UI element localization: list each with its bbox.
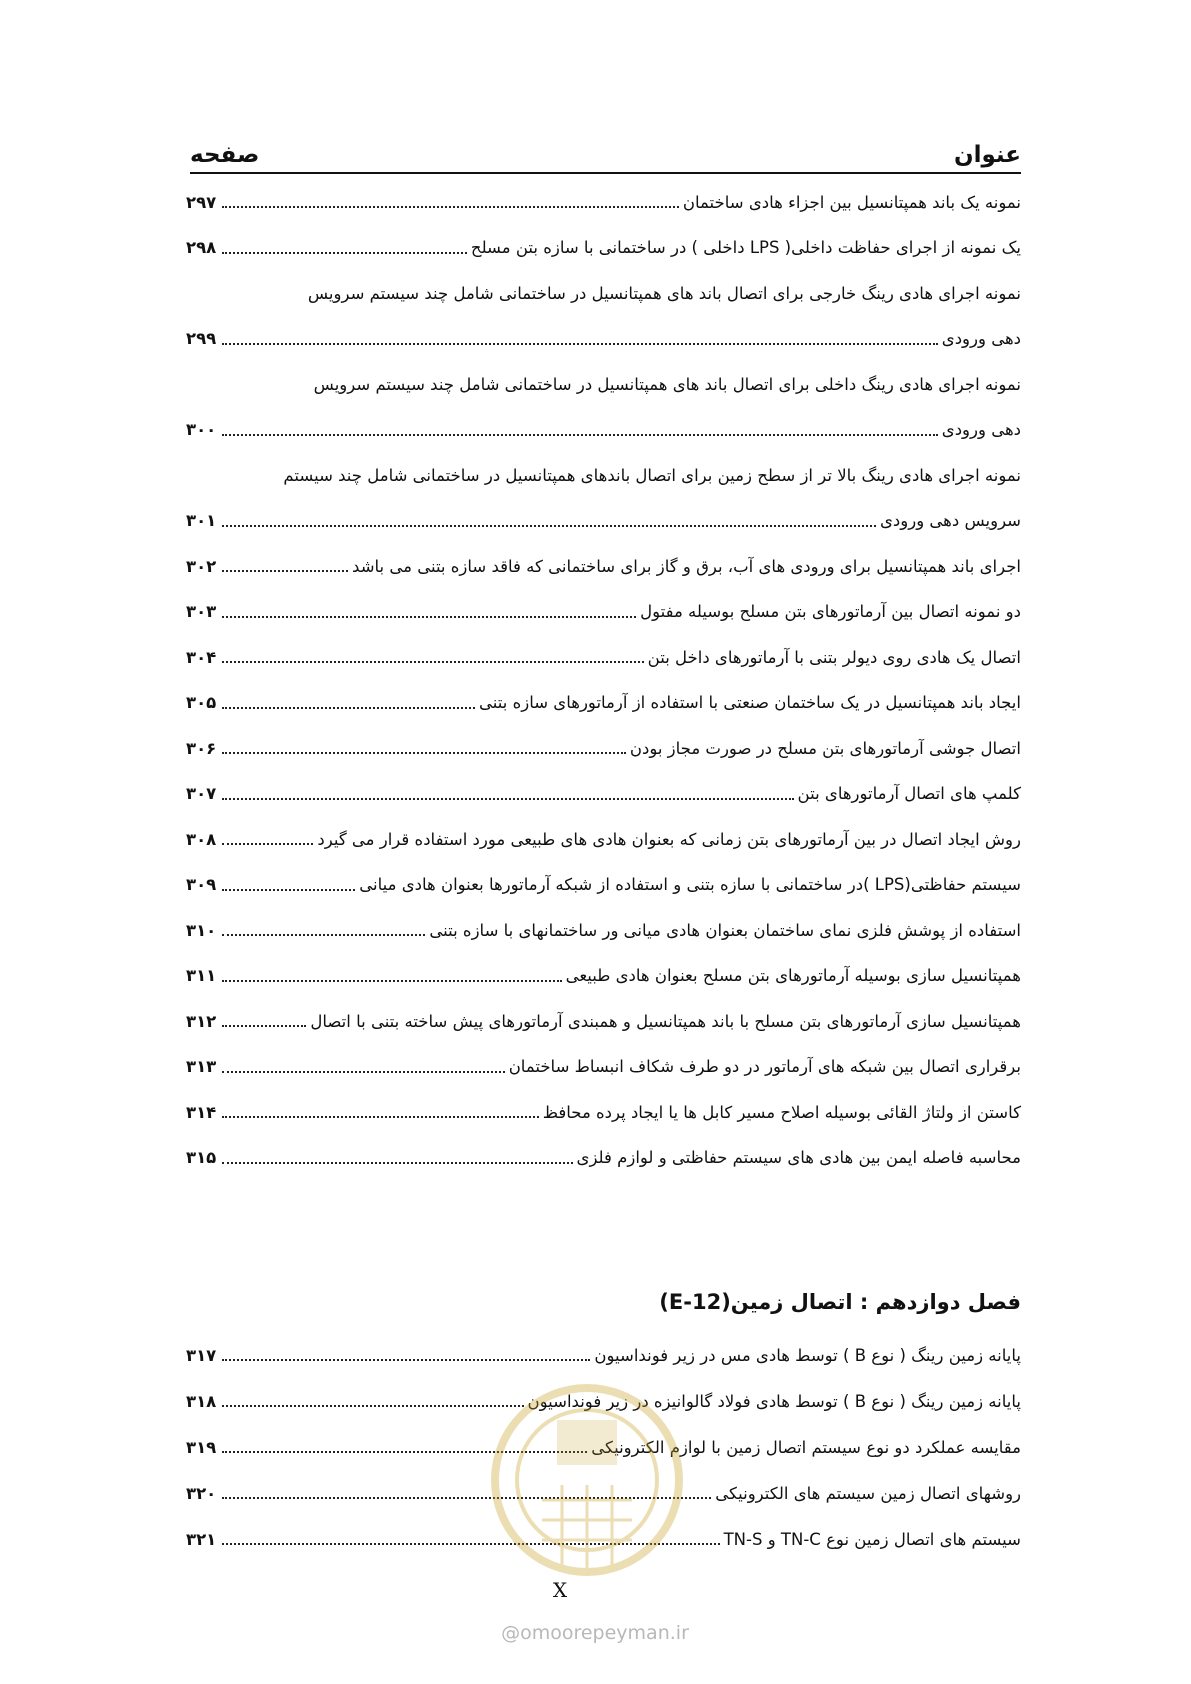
toc-entry-title: استفاده از پوشش فلزی نمای ساختمان بعنوان هادی میانی ور ساختمانهای با سازه بتنی (429, 920, 1021, 940)
toc-entry-page: ۳۱۳ (186, 1057, 217, 1076)
dot-leader (222, 570, 348, 572)
toc-entry (186, 683, 1021, 723)
toc-header (190, 132, 1021, 174)
toc-entry-title: اجرای باند همپتانسیل برای ورودی های آب، برق و گاز برای ساختمانی که فاقد سازه بتنی می باشد (352, 556, 1021, 576)
toc-entry-page: ۳۰۴ (186, 647, 217, 667)
header-page-label: صفحه (190, 142, 260, 168)
dot-leader (222, 616, 636, 618)
toc-entry-title: پایانه زمین رینگ ( نوع B ) توسط هادی مس در زیر فونداسیون (594, 1345, 1021, 1365)
dot-leader (222, 434, 938, 436)
toc-entry-title: نمونه یک باند همپتانسیل بین اجزاء هادی ساختمان (682, 192, 1021, 212)
dot-leader (222, 889, 355, 891)
toc-entry-title: سیستم های اتصال زمین نوع TN-C و TN-S (723, 1529, 1021, 1549)
toc-entry-title: مقایسه عملکرد دو نوع سیستم اتصال زمین با لوازم الکترونیکی (591, 1437, 1021, 1457)
toc-entry (186, 182, 1021, 222)
toc-entry-page: ۳۱۹ (186, 1437, 217, 1457)
toc-entry-page: ۳۰۱ (186, 511, 217, 530)
header-title: عنوان (953, 142, 1021, 168)
dot-leader (222, 343, 938, 345)
toc-entry-title: سرویس دهی ورودی (880, 511, 1021, 530)
toc-entry-page: ۲۹۷ (186, 192, 217, 212)
dot-leader (222, 525, 876, 527)
toc-entry-page: ۳۰۶ (186, 738, 217, 758)
toc-entry-title: سیستم حفاظتی(LPS )در ساختمانی با سازه بتنی و استفاده از شبکه آرماتورها بعنوان هادی میانی (359, 875, 1021, 894)
chapter-heading: فصل دوازدهم : اتصال زمین(E-12) (659, 1290, 1021, 1314)
toc-entry-title: اتصال جوشی آرماتورهای بتن مسلح در صورت مجاز بودن (629, 738, 1021, 758)
dot-leader (222, 843, 313, 845)
toc-entry-page: ۳۲۱ (186, 1529, 217, 1549)
toc-entry-page: ۲۹۹ (186, 329, 217, 348)
toc-entry-page: ۳۰۵ (186, 693, 217, 712)
toc-entry-line: نمونه اجرای هادی رینگ بالا تر از سطح زمین برای اتصال باندهای همپتانسیل در ساختمانی شامل چند سیستم (283, 465, 1021, 485)
toc-entry (186, 728, 1021, 768)
dot-leader (222, 1359, 590, 1361)
toc-entry-title: روشهای اتصال زمین سیستم های الکترونیکی (715, 1483, 1021, 1503)
dot-leader (222, 206, 679, 208)
toc-entry-page: ۳۱۲ (186, 1011, 217, 1031)
toc-entry-title: دهی ورودی (941, 329, 1021, 348)
dot-leader (222, 798, 794, 800)
toc-entry-page: ۳۰۰ (186, 420, 217, 439)
toc-entry-page: ۳۰۸ (186, 829, 217, 849)
toc-entry-page: ۳۰۷ (186, 784, 217, 803)
toc-entry (186, 1335, 1021, 1375)
toc-entry-title: همپتانسیل سازی آرماتورهای بتن مسلح با باند همپتانسیل و همبندی آرماتورهای پیش ساخته بتنی با اتصال (310, 1011, 1021, 1031)
toc-entry-title: محاسبه فاصله ایمن بین هادی های سیستم حفاظتی و لوازم فلزی (576, 1148, 1021, 1167)
dot-leader (222, 1071, 505, 1073)
toc-entry (186, 819, 1021, 859)
toc-entry-line: نمونه اجرای هادی رینگ خارجی برای اتصال باند های همپتانسیل در ساختمانی شامل چند سیستم سرویس (307, 283, 1021, 303)
toc-entry-page: ۳۱۴ (186, 1102, 217, 1122)
page-number: X (552, 1578, 568, 1602)
dot-leader (222, 661, 644, 663)
toc-entry-title: دو نمونه اتصال بین آرماتورهای بتن مسلح بوسیله مفتول (640, 602, 1021, 621)
dot-leader (222, 980, 562, 982)
toc-entry (186, 546, 1021, 586)
dot-leader (222, 1405, 524, 1407)
toc-entry-page: ۳۱۷ (186, 1345, 217, 1365)
dot-leader (222, 752, 626, 754)
toc-entry (186, 1138, 1021, 1178)
toc-entry-title: برقراری اتصال بین شبکه های آرماتور در دو طرف شکاف انبساط ساختمان (508, 1057, 1021, 1076)
toc-entry (186, 501, 1021, 541)
dot-leader (222, 1116, 539, 1118)
dot-leader (222, 1162, 573, 1164)
dot-leader (222, 1025, 306, 1027)
toc-entry (186, 774, 1021, 814)
toc-entry (186, 910, 1021, 950)
toc-entry-title: اتصال یک هادی روی دیولر بتنی با آرماتورهای داخل بتن (647, 647, 1021, 667)
toc-entry-page: ۳۱۵ (186, 1148, 217, 1167)
toc-entry-title: دهی ورودی (941, 420, 1021, 439)
toc-entry-title: همپتانسیل سازی بوسیله آرماتورهای بتن مسلح بعنوان هادی طبیعی (565, 966, 1021, 985)
toc-entry (186, 1047, 1021, 1087)
toc-entry-page: ۳۰۲ (186, 556, 217, 576)
toc-entry-page: ۳۱۸ (186, 1391, 217, 1411)
toc-entry-page: ۳۰۹ (186, 875, 217, 894)
toc-entry-page: ۳۱۱ (186, 966, 217, 985)
dot-leader (222, 934, 425, 936)
toc-entry-line: نمونه اجرای هادی رینگ داخلی برای اتصال باند های همپتانسیل در ساختمانی شامل چند سیستم سرویس (313, 374, 1021, 394)
toc-entry (186, 1001, 1021, 1041)
toc-entry-title: کلمپ های اتصال آرماتورهای بتن (797, 784, 1021, 803)
toc-entry-page: ۳۱۰ (186, 920, 217, 940)
toc-entry (186, 228, 1021, 268)
toc-entry-title: روش ایجاد اتصال در بین آرماتورهای بتن زمانی که بعنوان هادی های طبیعی مورد استفاده قرار می گیرد (317, 829, 1021, 849)
dot-leader (222, 707, 475, 709)
toc-entry-title: پایانه زمین رینگ ( نوع B ) توسط هادی فولاد گالوانیزه در زیر فونداسیون (527, 1391, 1021, 1411)
toc-entry-page: ۳۲۰ (186, 1483, 217, 1503)
toc-entry (186, 592, 1021, 632)
watermark-text: @omoorepeyman.ir (501, 1622, 689, 1644)
toc-entry (186, 865, 1021, 905)
dot-leader (222, 252, 467, 254)
toc-entry (186, 410, 1021, 450)
toc-entry (186, 637, 1021, 677)
toc-entry-page: ۲۹۸ (186, 238, 217, 257)
toc-entry-title: یک نمونه از اجرای حفاظت داخلی( LPS داخلی ) در ساختمانی با سازه بتن مسلح (470, 238, 1021, 257)
toc-entry-title: کاستن از ولتاژ القائی بوسیله اصلاح مسیر کابل ها یا ایجاد پرده محافظ (542, 1102, 1021, 1122)
publisher-seal-icon (487, 1380, 687, 1590)
toc-entry (186, 1092, 1021, 1132)
toc-entry (186, 319, 1021, 359)
toc-entry-page: ۳۰۳ (186, 602, 217, 621)
toc-entry-title: ایجاد باند همپتانسیل در یک ساختمان صنعتی با استفاده از آرماتورهای سازه بتنی (479, 693, 1021, 712)
toc-entry (186, 956, 1021, 996)
